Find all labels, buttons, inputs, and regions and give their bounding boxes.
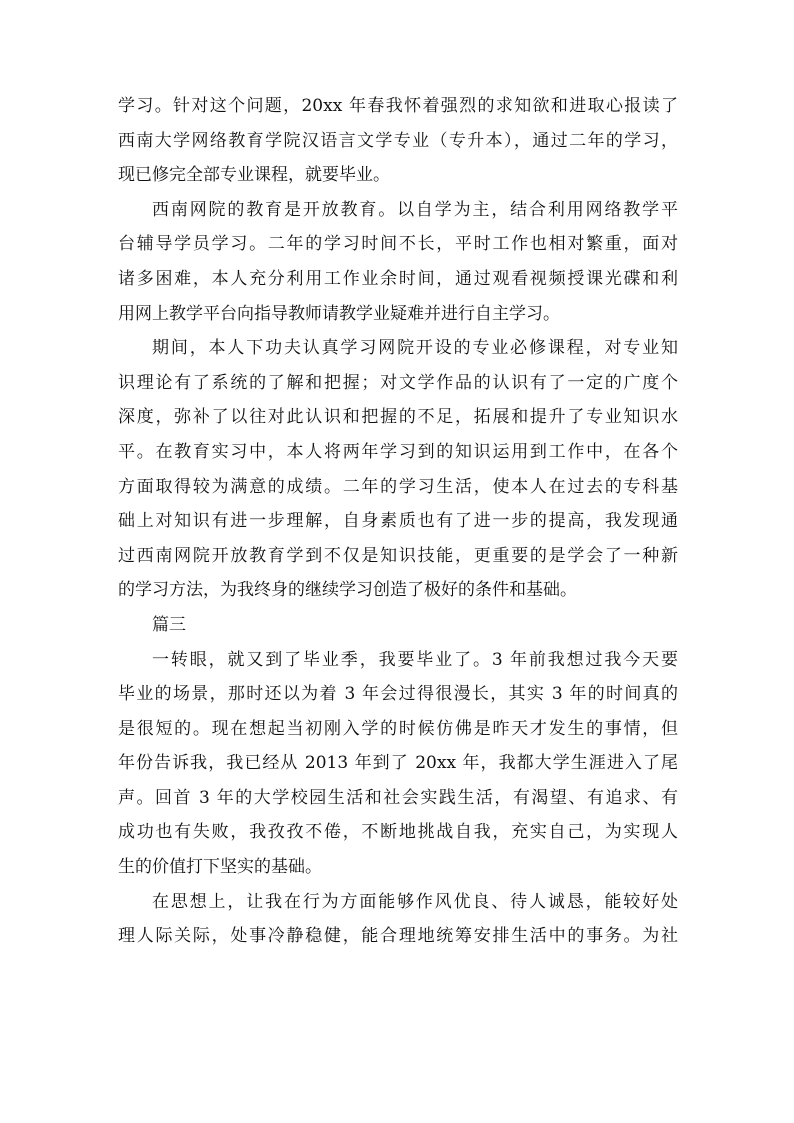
text-line: 成功也有失败，我孜孜不倦，不断地挑战自我，充实自己，为实现人 [118,822,678,843]
document-body [118,89,678,954]
text-line: 台辅导学员学习。二年的学习时间不长，平时工作也相对繁重，面对 [118,234,678,255]
text-line: 诸多困难，本人充分利用工作业余时间，通过观看视频授课光碟和利 [118,268,678,289]
paragraph-first-line: 一转眼，就又到了毕业季，我要毕业了。3 年前我想过我今天要 [152,649,678,670]
paragraph-first-line: 在思想上，让我在行为方面能够作风优良、待人诚恳，能较好处 [152,891,678,912]
paragraph-first-line: 期间，本人下功夫认真学习网院开设的专业必修课程，对专业知 [152,338,678,359]
text-line: 声。回首 3 年的大学校园生活和社会实践生活，有渴望、有追求、有 [118,787,678,808]
text-line: 用网上教学平台向指导教师请教学业疑难并进行自主学习。 [118,303,560,324]
text-line: 础上对知识有进一步理解，自身素质也有了进一步的提高，我发现通 [118,511,678,532]
text-line: 理人际关际，处事冷静稳健，能合理地统筹安排生活中的事务。为社 [118,926,678,947]
text-line: 方面取得较为满意的成绩。二年的学习生活，使本人在过去的专科基 [118,476,678,497]
text-line: 现已修完全部专业课程，就要毕业。 [118,165,390,186]
text-line: 学习。针对这个问题，20xx 年春我怀着强烈的求知欲和进取心报读了 [118,96,678,116]
text-line: 识理论有了系统的了解和把握；对文学作品的认识有了一定的广度个 [118,372,678,393]
text-line: 深度，弥补了以往对此认识和把握的不足，拓展和提升了专业知识水 [118,407,678,428]
text-line: 年份告诉我，我已经从 2013 年到了 20xx 年，我都大学生涯进入了尾 [118,753,678,774]
text-line: 毕业的场景，那时还以为着 3 年会过得很漫长，其实 3 年的时间真的 [118,684,678,705]
text-line: 的学习方法，为我终身的继续学习创造了极好的条件和基础。 [118,580,577,601]
paragraph-first-line: 西南网院的教育是开放教育。以自学为主，结合利用网络教学平 [152,199,678,220]
section-heading: 篇三 [152,614,186,635]
text-line: 过西南网院开放教育学到不仅是知识技能，更重要的是学会了一种新 [118,545,678,566]
text-line: 是很短的。现在想起当初刚入学的时候仿佛是昨天才发生的事情，但 [118,718,678,739]
text-line: 西南大学网络教育学院汉语言文学专业（专升本），通过二年的学习， [118,130,678,151]
text-line: 生的价值打下坚实的基础。 [118,857,322,878]
text-line: 平。在教育实习中，本人将两年学习到的知识运用到工作中，在各个 [118,441,678,462]
